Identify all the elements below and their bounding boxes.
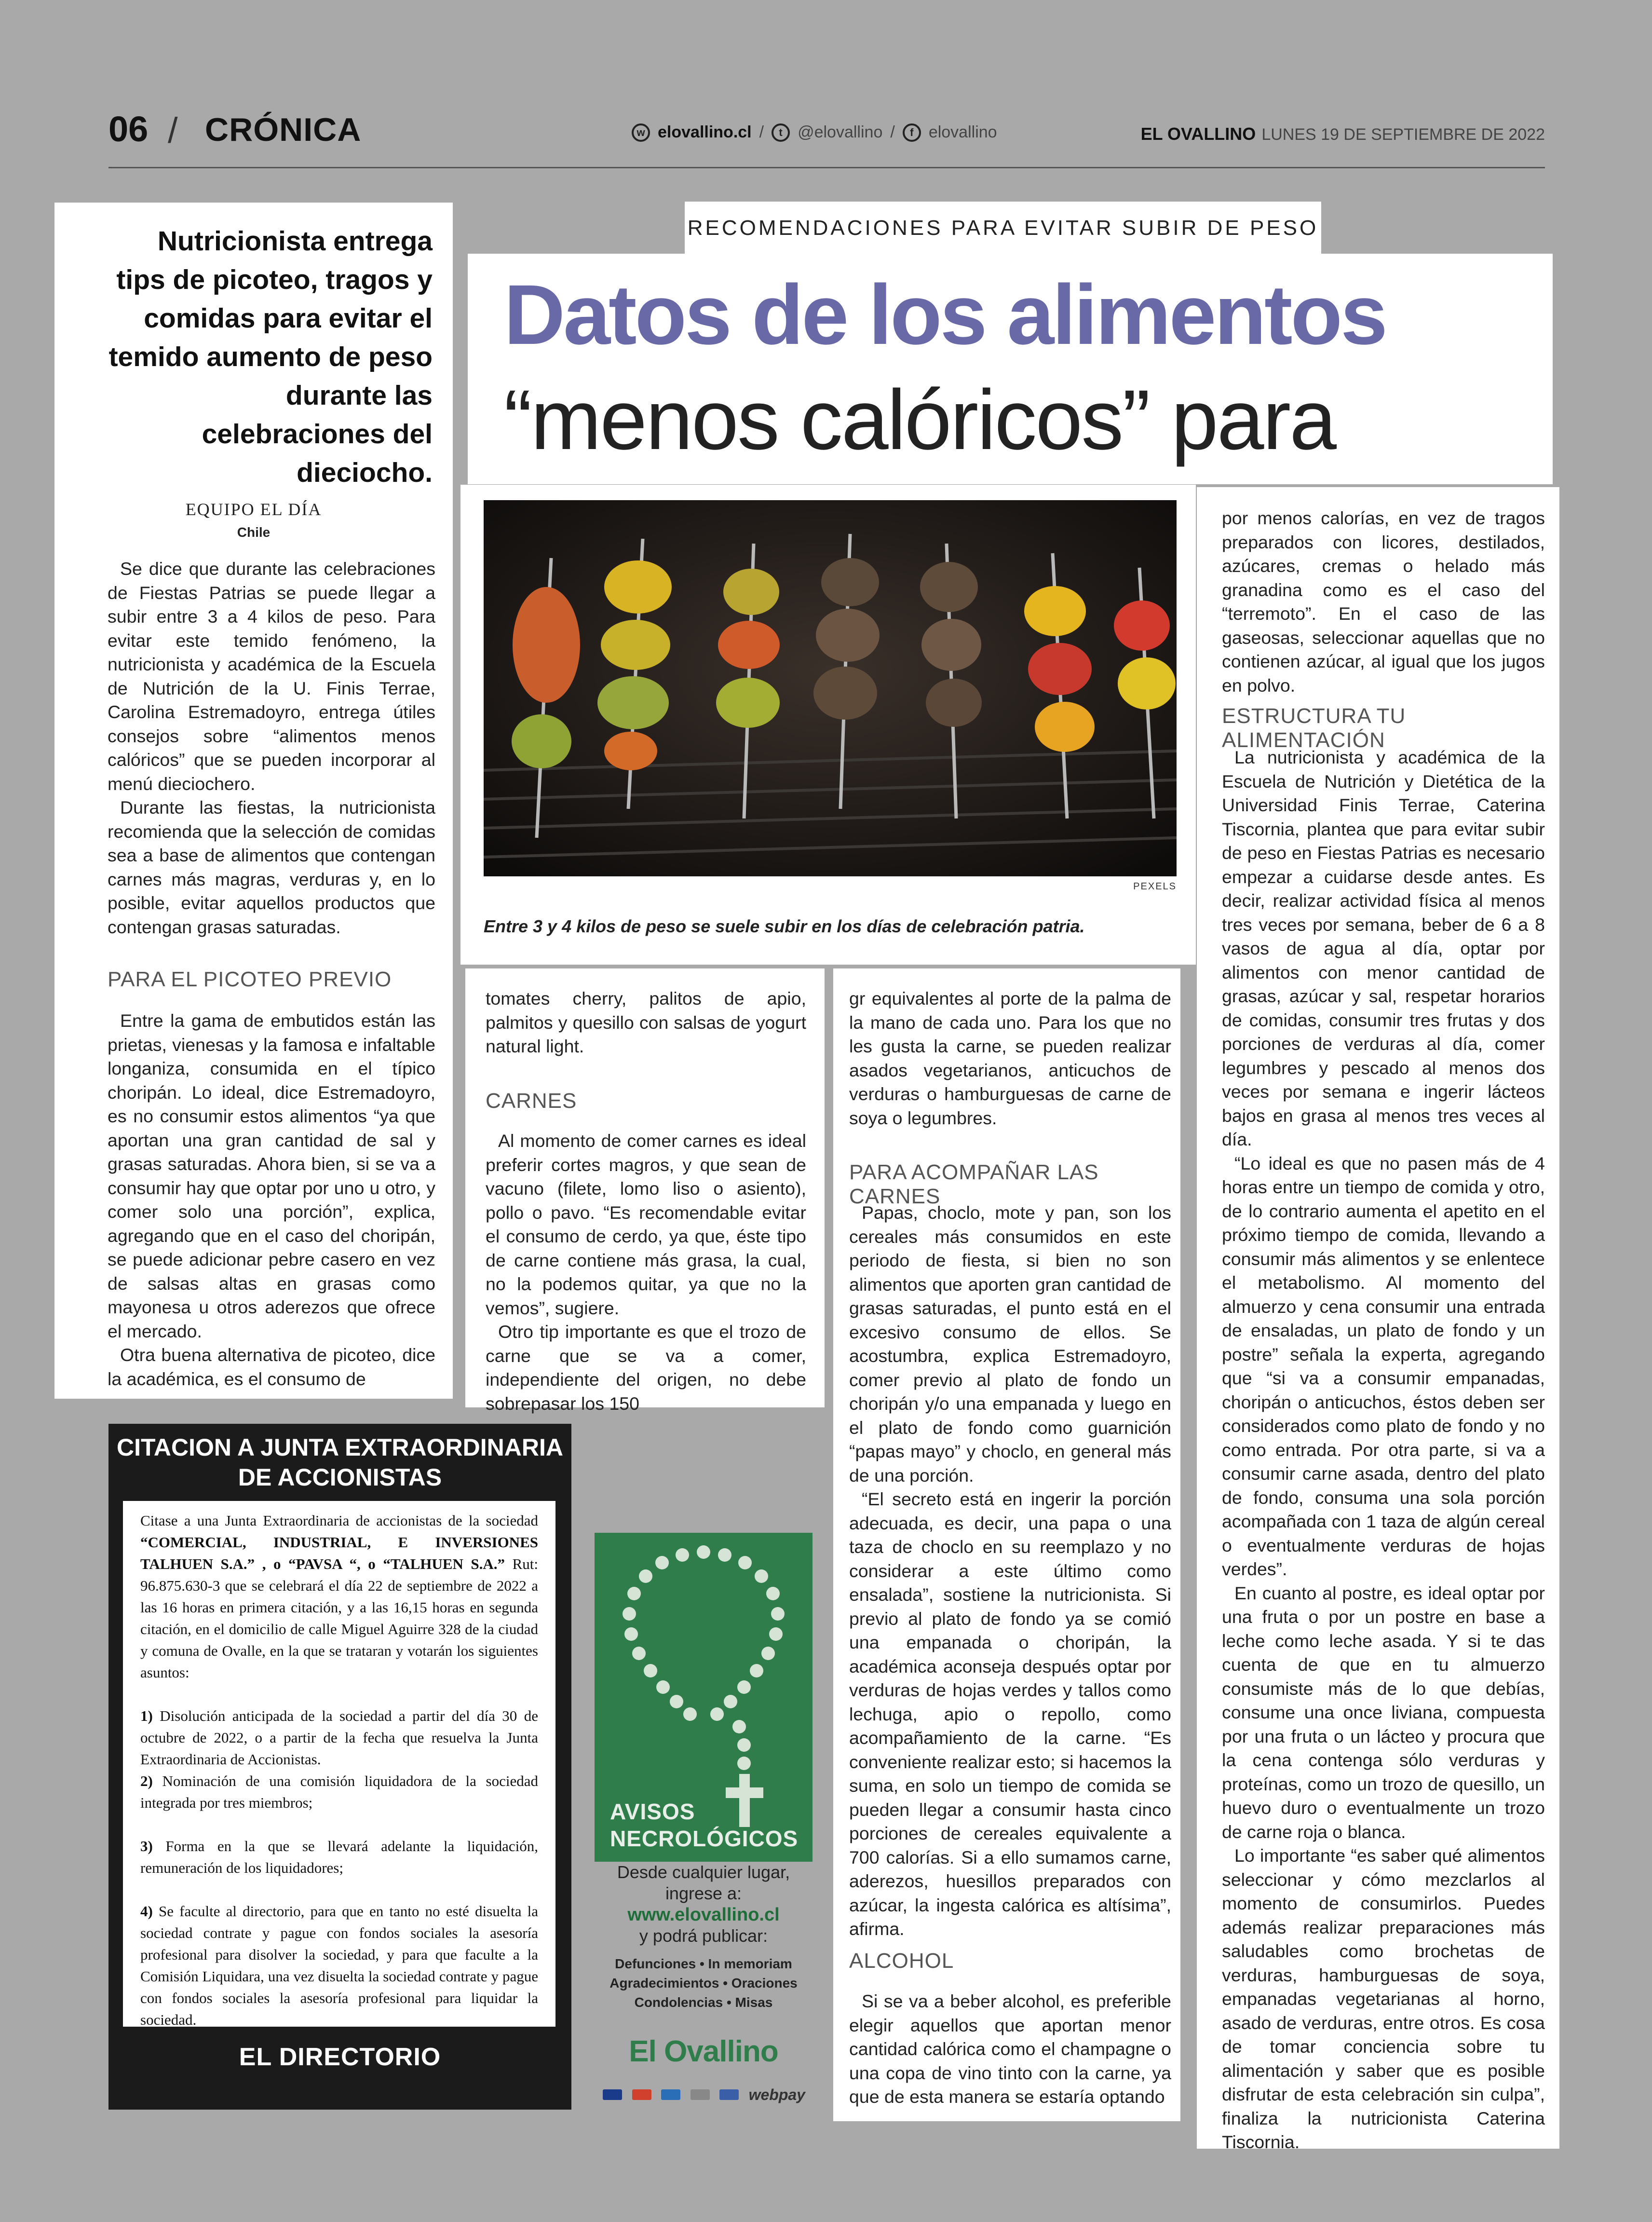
citacion-title-line2: DE ACCIONISTAS <box>238 1464 442 1491</box>
byline-author: EQUIPO EL DÍA <box>185 500 322 519</box>
social-links <box>632 123 997 142</box>
column-3-tail <box>849 1990 1171 2109</box>
byline-location: Chile <box>237 525 271 540</box>
paragraph: Papas, choclo, mote y pan, son los cereales más consumidos en este periodo de fiesta, si bien no son alimentos que aporten gran cantidad de grasas saturadas, el punto está en el excesivo consumo de ellos. Se acostumbra, explica Estremadoyro, comer previo al plato de fondo un choripán y/o una empanada y luego en el plato de fondo como guarnición “papas mayo” y choclo, en general más de una porción. <box>849 1202 1171 1486</box>
paragraph: gr equivalentes al porte de la palma de la mano de cada uno. Para los que no les gusta la carne, se pueden realizar asados vegetarianos, anticuchos de verduras o hamburguesas de carne de soya o legumbres. <box>849 988 1171 1128</box>
website-link[interactable]: elovallino.cl <box>658 123 752 141</box>
citacion-intro <box>140 1510 538 1683</box>
header-slash: / <box>168 110 178 150</box>
paragraph: En cuanto al postre, es ideal optar por una fruta o por un postre en base a leche como leche asada. Y si te das cuenta de que en tu almuerzo consumiste más de lo que debías, consume una once liviana, compuesta por una fruta o un lácteo y procura que la cena contenga sólo verduras y proteínas, como un trozo de quesillo, un huevo duro o eventualmente un trozo de carne roja o blanca. <box>1222 1582 1545 1842</box>
photo-box <box>460 485 1196 965</box>
separator: / <box>890 123 895 141</box>
page-number: 06 <box>108 109 149 149</box>
citacion-title-line1: CITACION A JUNTA EXTRAORDINARIA <box>117 1434 563 1461</box>
article-column-3 <box>833 968 1180 2121</box>
diners-card-icon <box>691 2089 710 2100</box>
paragraph: “Lo ideal es que no pasen más de 4 horas entre un tiempo de comida y otro, de lo contrario aumenta el apetito en el próximo tiempo de comida, llevando a consumir más alimentos y se enlentece el metabolismo. Al momento del almuerzo y cena consumir una entrada de ensaladas, un plato de fondo y un postre” señala la experta, agregando que “si va a consumir empanadas, choripán o anticuchos, éstos deben ser considerados como plato de fondo y no como entrada. Por otra parte, si va a consumir carne asada, dentro del plato de fondo, consuma una sola porción acompañada con 1 taza de algún cereal o eventualmente verduras de hojas verdes”. <box>1222 1153 1545 1579</box>
avisos-categories <box>595 1954 812 2012</box>
facebook-icon: f <box>903 123 921 142</box>
avisos-line: Desde cualquier lugar, <box>617 1862 790 1882</box>
article-photo <box>484 500 1177 876</box>
item-number: 1) <box>140 1707 153 1724</box>
citacion-title <box>108 1432 571 1492</box>
paragraph: “El secreto está en ingerir la porción adecuada, es decir, una papa o una taza de choclo en su reemplazo y no considerar a este último como ensalada”, sostiene la nutricionista. Si previo al plato de fondo ya se comió una empanada o choripán, la académica aconseja después optar por verduras de hojas verdes y tallos como lechuga, apio o repollo, como acompañamiento de la carne. “Es conveniente realizar esto; si hacemos la suma, en solo un tiempo de comida se pueden llegar a consumir hasta cinco porciones de cereales equivalente a 700 calorías. Si a ello sumamos carne, aderezos, huesillos preparados con azúcar, la ingesta calórica es altísima”, afirma. <box>849 1489 1171 1939</box>
avisos-category-line: Condolencias • Misas <box>634 1995 773 2010</box>
photo-caption: Entre 3 y 4 kilos de peso se suele subir en los días de celebración patria. <box>484 916 1085 936</box>
subheading: PARA ACOMPAÑAR LAS CARNES <box>849 1160 1099 1208</box>
paragraph: por menos calorías, en vez de tragos preparados con licores, destilados, azúcares, cremas o helado más granadina como es el caso del “terremoto”. En el caso de las gaseosas, seleccionar aquellas que no contienen azúcar, al igual que los jugos en polvo. <box>1222 508 1545 695</box>
paragraph: tomates cherry, palitos de apio, palmitos y quesillo con salsas de yogurt natural light. <box>486 988 806 1056</box>
avisos-category-line: Defunciones • In memoriam <box>615 1956 792 1971</box>
kicker-box <box>685 202 1321 254</box>
avisos-info <box>595 1862 812 2012</box>
webpay-logo: webpay <box>748 2086 805 2103</box>
facebook-handle[interactable]: elovallino <box>928 123 997 141</box>
citacion-item <box>140 1900 538 2031</box>
column-1-intro <box>108 557 435 939</box>
citacion-item <box>140 1770 538 1813</box>
citacion-ad <box>108 1424 571 2110</box>
twitter-handle[interactable]: @elovallino <box>798 123 883 141</box>
paragraph: Otra buena alternativa de picoteo, dice la académica, es el consumo de <box>108 1345 435 1389</box>
column-1-body <box>108 1009 435 1391</box>
title-rest: “menos calóricos” para <box>504 373 1335 467</box>
issue-date: LUNES 19 DE SEPTIEMBRE DE 2022 <box>1261 125 1545 144</box>
title-highlight: Datos de los alimentos <box>504 268 1386 362</box>
article-column-1 <box>54 203 453 1399</box>
item-text: Disolución anticipada de la sociedad a partir del día 30 de octubre de 2022, o a partir de la fecha que resuelva la Junta Extraordinaria de Accionistas. <box>140 1707 539 1768</box>
citacion-intro-pre: Citase a una Junta Extraordinaria de accionistas de la sociedad <box>140 1512 538 1529</box>
item-text: Nominación de una comisión liquidadora de la sociedad integrada por tres miembros; <box>140 1772 538 1811</box>
globe-icon: w <box>632 123 650 142</box>
avisos-category-line: Agradecimientos • Oraciones <box>609 1976 798 1990</box>
title-box <box>468 254 1553 484</box>
citacion-signature: EL DIRECTORIO <box>239 2043 441 2071</box>
section-name: CRÓNICA <box>205 111 362 148</box>
article-kicker: RECOMENDACIONES PARA EVITAR SUBIR DE PESO <box>687 216 1319 240</box>
paragraph: Durante las fiestas, la nutricionista recomienda que la selección de comidas sea a base de alimentos que contengan carnes más magras, verduras y, en lo posible, evitar aquellos productos que contengan grasas saturadas. <box>108 797 435 937</box>
article-subtitle: Nutricionista entrega tips de picoteo, tragos y comidas para evitar el temido aumento de peso durante las celebraciones del dieciocho. <box>108 226 433 488</box>
subheading: PARA EL PICOTEO PREVIO <box>108 968 392 991</box>
column-2-lead <box>486 987 806 1059</box>
newspaper-name: EL OVALLINO <box>1140 124 1256 144</box>
payment-methods <box>603 2083 805 2107</box>
item-number: 2) <box>140 1772 153 1789</box>
avisos-website[interactable]: www.elovallino.cl <box>627 1905 780 1925</box>
column-2-body <box>486 1129 806 1416</box>
citacion-item <box>140 1705 538 1770</box>
avisos-title <box>610 1798 798 1852</box>
visa-card-icon <box>603 2089 622 2100</box>
amex-card-icon <box>661 2089 680 2100</box>
photo-credit: PEXELS <box>1133 881 1177 892</box>
paragraph: Al momento de comer carnes es ideal preferir cortes magros, y que sean de vacuno (filete, lomo liso o asiento), pollo o pavo. “Es recomendable evitar el consumo de cerdo, ya que, éste tipo de carne contiene más grasa, la cual, no la podemos quitar, ya que no la vemos”, sugiere. <box>486 1131 806 1318</box>
avisos-title-line1: AVISOS <box>610 1799 695 1824</box>
avisos-brand-logo: El Ovallino <box>629 2035 778 2068</box>
column-4-body <box>1222 746 1545 2154</box>
subheading: CARNES <box>486 1089 577 1113</box>
citacion-intro-post: Rut: 96.875.630-3 que se celebrará el día 22 de septiembre de 2022 a las 16 horas en primera citación, y a las 16,15 horas en segunda citación, en el domicilio de calle Miguel Aguirre 328 de la ciudad y comuna de Ovalle, en la que se trataran y votarán los siguientes asuntos: <box>140 1555 538 1681</box>
debit-card-icon <box>719 2089 739 2100</box>
item-text: Forma en la que se llevará adelante la liquidación, remuneración de los liquidadores; <box>140 1838 538 1876</box>
paragraph: Si se va a beber alcohol, es preferible elegir aquellos que aportan menor cantidad calórica como el champagne o una copa de vino tinto con la carne, ya que de esta manera se estaría optando <box>849 1991 1171 2107</box>
header-divider <box>108 167 1545 168</box>
citacion-item <box>140 1835 538 1879</box>
column-4-lead <box>1222 506 1545 697</box>
subheading: ESTRUCTURA TU ALIMENTACIÓN <box>1222 704 1406 752</box>
avisos-line: ingrese a: <box>665 1883 742 1903</box>
separator: / <box>759 123 764 141</box>
company-name: “COMERCIAL, INDUSTRIAL, E INVERSIONES TALHUEN S.A.” , o “PAVSA “, o “TALHUEN S.A.” <box>140 1534 538 1572</box>
masthead-date <box>1141 124 1545 144</box>
twitter-icon: t <box>772 123 790 142</box>
item-number: 4) <box>140 1903 153 1920</box>
citacion-body <box>123 1501 555 2027</box>
column-3-lead <box>849 987 1171 1130</box>
avisos-line: y podrá publicar: <box>639 1926 768 1946</box>
skewers-illustration <box>484 500 1177 876</box>
avisos-banner[interactable] <box>595 1533 812 1862</box>
article-column-2 <box>465 968 825 1414</box>
paragraph: Se dice que durante las celebraciones de Fiestas Patrias se puede llegar a subir entre 3 a 4 kilos de peso. Para evitar este temido fenómeno, la nutricionista y académica de la Escuela de Nutrición de la U. Finis Terrae, Carolina Estremadoyro, entrega útiles consejos sobre “alimentos menos calóricos” que se pueden incorporar al menú dieciochero. <box>108 559 435 794</box>
paragraph: Lo importante “es saber qué alimentos seleccionar y cómo mezclarlos al momento de consumirlos. Puedes además realizar preparaciones más saludables como brochetas de verduras, hamburguesas de soya, empanadas vegetarianas al horno, asado de verduras, entre otros. Es cosa de tomar conciencia sobre tu alimentación y saber que es posible disfrutar de esta celebración sin culpa”, finaliza la nutricionista Caterina Tiscornia. <box>1222 1845 1545 2152</box>
paragraph: La nutricionista y académica de la Escuela de Nutrición y Dietética de la Universidad Finis Terrae, Caterina Tiscornia, plantea que para evitar subir de peso en Fiestas Patrias es necesario empezar a cuidarse desde antes. Es decir, realizar actividad física al menos tres veces por semana, beber de 6 a 8 vasos de agua al día, optar por alimentos con menor cantidad de grasas, azúcar y sal, respetar horarios de comidas, consumir tres frutas y dos porciones de verduras al día, comer legumbres y pescado al menos dos veces por semana e ingerir lácteos bajos en grasa al menos tres veces al día. <box>1222 747 1545 1149</box>
avisos-title-line2: NECROLÓGICOS <box>610 1826 799 1851</box>
mastercard-icon <box>632 2089 651 2100</box>
item-text: Se faculte al directorio, para que en tanto no esté disuelta la sociedad contrate y pague con fondos sociales la asesoría profesional para disolver la sociedad, y para que faculte a la Comisión Liquidara, una vez disuelta la sociedad contrate y pague con fondos sociales la asesoría profesional para liquidar la sociedad. <box>140 1903 538 2028</box>
subheading: ALCOHOL <box>849 1949 954 1973</box>
article-column-4 <box>1197 487 1559 2152</box>
column-3-body <box>849 1201 1171 1941</box>
item-number: 3) <box>140 1838 153 1854</box>
paragraph: Entre la gama de embutidos están las prietas, vienesas y la famosa e infaltable longaniza, consumida en el típico choripán. Lo ideal, dice Estremadoyro, es no consumir estos alimentos “ya que aportan una gran cantidad de sal y grasas saturadas. Ahora bien, si se va a consumir hay que optar por uno u otro, y comer solo una porción”, explica, agregando que en el caso del choripán, se puede adicionar pebre casero en vez de salsas altas en grasas como mayonesa u otros aderezos que ofrece el mercado. <box>108 1010 435 1341</box>
paragraph: Otro tip importante es que el trozo de carne que se va a comer, independiente del origen, no debe sobrepasar los 150 <box>486 1322 806 1414</box>
